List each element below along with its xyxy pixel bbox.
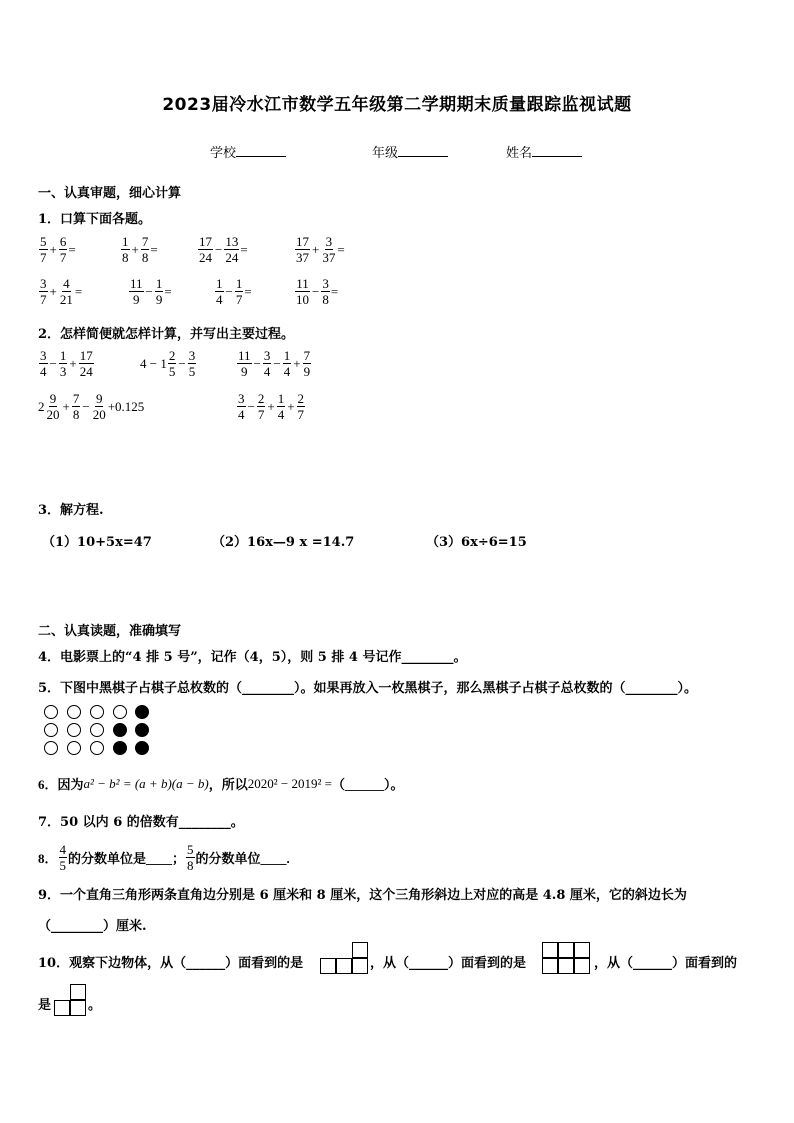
q10-part5: 。: [88, 998, 102, 1013]
school-blank[interactable]: [236, 156, 286, 157]
school-field: [210, 142, 286, 161]
white-piece: [44, 723, 58, 737]
black-piece: [135, 741, 149, 755]
white-piece: [44, 705, 58, 719]
grade-label: 年级: [372, 146, 399, 161]
q1-item: $\frac{5}{7}$ + $\frac{6}{7}$ =: [40, 234, 76, 265]
black-piece: [135, 723, 149, 737]
q9-text: 9．一个直角三角形两条直角边分别是 6 厘米和 8 厘米，这个三角形斜边上对应的高是 4.8 厘米，它的斜边长为: [38, 888, 687, 903]
q4-text: 4．电影票上的“4 排 5 号”，记作（4，5），则 5 排 4 号记作________。: [38, 650, 467, 665]
q2-expr-2: 4 − 1 $\frac{2}{5}$ − $\frac{3}{5}$: [140, 348, 196, 379]
q10-part4: 是: [38, 998, 52, 1013]
q6-text: 6．因为 a² − b² = (a + b)(a − b) ，所以 2020² − 2019² = （______）。: [38, 775, 404, 792]
grade-field: [372, 142, 448, 161]
school-label: 学校: [210, 146, 237, 161]
fraction: $\frac{6}{7}$: [59, 234, 67, 265]
q1-item: $\frac{11}{10}$ − $\frac{3}{8}$ =: [296, 276, 339, 307]
q1-item: $\frac{1}{4}$ − $\frac{1}{7}$ =: [216, 276, 252, 307]
white-piece: [67, 705, 81, 719]
q10-part3: ，从（______）面看到的: [594, 956, 738, 971]
white-piece: [67, 741, 81, 755]
q3-label: 3．解方程.: [38, 503, 104, 518]
q1-item: $\frac{11}{9}$ − $\frac{1}{9}$ =: [130, 276, 172, 307]
q5-text: 5．下图中黑棋子占棋子总枚数的（________）。如果再放入一枚黑棋子，那么黑棋子占棋子总枚数的（________）。: [38, 681, 698, 696]
q3-eq1: （1）10+5x=47: [42, 535, 152, 550]
q2-expr-3: $\frac{11}{9}$ − $\frac{3}{4}$ − $\frac{1}{4}$ + $\frac{7}{9}$: [238, 348, 311, 379]
q8-text: 8． $\frac{4}{5}$ 的分数单位是____； $\frac{5}{8}$ 的分数单位____.: [38, 842, 290, 873]
q2-expr-4: 2 $\frac{9}{20}$ + $\frac{7}{8}$ − $\frac{9}{20}$ +0.125: [38, 391, 145, 422]
name-field: [506, 142, 582, 161]
q2-expr-1: $\frac{3}{4}$ − $\frac{1}{3}$ + $\frac{17}{24}$: [40, 348, 93, 379]
section2-title: 二、认真读题，准确填写: [38, 624, 182, 639]
q1-item: $\frac{17}{37}$ + $\frac{3}{37}$ =: [296, 234, 345, 265]
white-piece: [113, 705, 127, 719]
white-piece: [90, 723, 104, 737]
grade-blank[interactable]: [398, 156, 448, 157]
q1-item: $\frac{17}{24}$ − $\frac{13}{24}$ =: [199, 234, 248, 265]
black-piece: [135, 705, 149, 719]
q1-label: 1．口算下面各题。: [38, 212, 152, 227]
name-label: 姓名: [506, 146, 533, 161]
fraction: $\frac{5}{7}$: [40, 234, 47, 265]
white-piece: [44, 741, 58, 755]
section1-title: 一、认真审题，细心计算: [38, 186, 182, 201]
white-piece: [67, 723, 81, 737]
q7-text: 7．50 以内 6 的倍数有________。: [38, 815, 244, 830]
white-piece: [90, 741, 104, 755]
q10-part1: 10．观察下边物体，从（______）面看到的是: [38, 956, 304, 971]
q3-eq2: （2）16x—9 x =14.7: [212, 535, 355, 550]
q3-eq3: （3）6x÷6=15: [426, 535, 527, 550]
name-blank[interactable]: [532, 156, 582, 157]
q2-expr-5: $\frac{3}{4}$ − $\frac{2}{7}$ + $\frac{1}{4}$ + $\frac{2}{7}$: [238, 391, 305, 422]
page-title: 2023届冷水江市数学五年级第二学期期末质量跟踪监视试题: [162, 95, 632, 115]
q10-part2: ，从（______）面看到的是: [370, 956, 527, 971]
q1-item: $\frac{1}{8}$ + $\frac{7}{8}$ =: [122, 234, 158, 265]
q2-label: 2．怎样简便就怎样计算，并写出主要过程。: [38, 327, 295, 342]
q1-item: $\frac{3}{7}$ + $\frac{4}{21}$ =: [40, 276, 83, 307]
black-piece: [113, 723, 127, 737]
q9-text-cont: （________）厘米.: [38, 919, 147, 934]
black-piece: [113, 741, 127, 755]
white-piece: [90, 705, 104, 719]
